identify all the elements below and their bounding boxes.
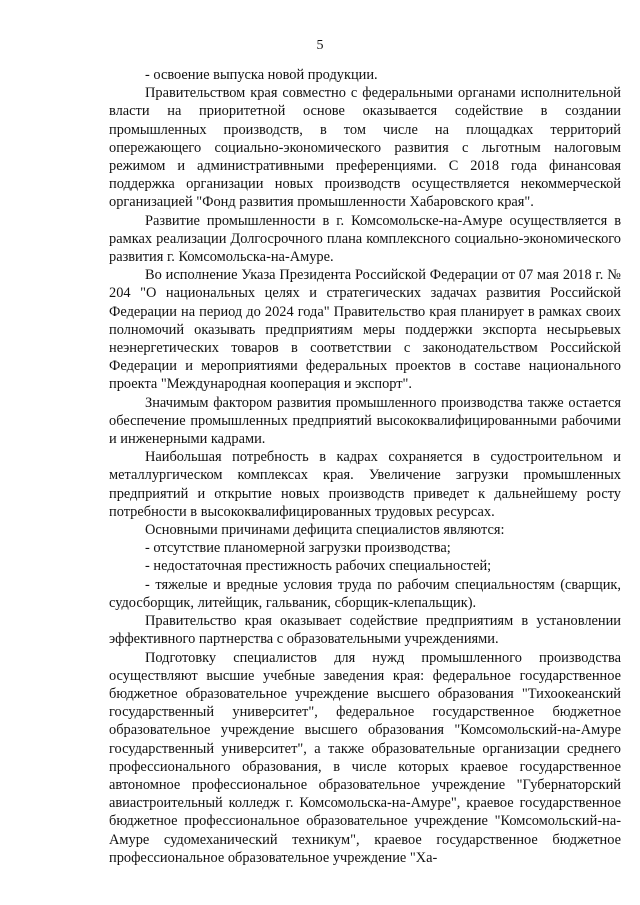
paragraph-specialist-training: Подготовку специалистов для нужд промышленного производства осуществляют высшие учебные заведения края: федеральное государственное бюджетное образовательное учреждение высшего образования "Тихоокеанский государственный университет", федеральное государственное бюджетное образовательное учреждение высшего образования "Комсомольский-на-Амуре государственный университет", а также образовательные организации среднего профессионального образования, в числе которых краевое государственное автономное профессиональное образовательное учреждение "Губернаторский авиастроительный колледж г. Комсомольска-на-Амуре", краевое государственное бюджетное профессиональное образовательное учреждение "Комсомольский-на-Амуре судомеханический техникум", краевое государственное бюджетное профессиональное образовательное учреждение "Ха- (109, 649, 621, 866)
list-item-prestige: - недостаточная престижность рабочих специальностей; (145, 558, 492, 575)
paragraph-new-products: - освоение выпуска новой продукции. (145, 67, 378, 83)
paragraph-komsomolsk-development: Развитие промышленности в г. Комсомольске-на-Амуре осуществляется в рамках реализации Долгосрочного плана комплексного социально-экономического развития г. Комсомольска-на-Амуре. (109, 212, 621, 266)
paragraph-presidential-decree: Во исполнение Указа Президента Российской Федерации от 07 мая 2018 г. № 204 "О национальных целях и стратегических задачах развития Российской Федерации на период до 2024 года" Правительство края планирует в рамках своих полномочий оказывать предприятиям меры поддержки экспорта несырьевых неэнергетических товаров в соответствии с законодательством Российской Федерации и мероприятиями федеральных проектов в составе национального проекта "Международная кооперация и экспорт". (109, 267, 621, 393)
paragraph-qualified-personnel: Значимым фактором развития промышленного производства также остается обеспечение промышленных предприятий высококвалифицированными рабочими и инженерными кадрами. (109, 394, 621, 448)
body-text (109, 66, 621, 867)
list-item-production-load: - отсутствие планомерной загрузки производства; (145, 540, 451, 557)
paragraph-shortage-reasons: Основными причинами дефицита специалистов являются: (145, 522, 505, 539)
list-item-working-conditions: - тяжелые и вредные условия труда по рабочим специальностям (сварщик, судосборщик, литейщик, гальваник, сборщик-клепальщик). (109, 576, 621, 611)
page-number: 5 (316, 38, 324, 53)
paragraph-government-support: Правительством края совместно с федеральными органами исполнительной власти на приоритетной основе оказывается содействие в создании промышленных производств, в том числе на площадках территорий опережающего социально-экономического развития с льготным налоговым режимом и административными преференциями. С 2018 года финансовая поддержка организации новых производств осуществляется некоммерческой организацией "Фонд развития промышленности Хабаровского края". (109, 85, 621, 211)
paragraph-education-partnership: Правительство края оказывает содействие предприятиям в установлении эффективного партнерства с образовательными учреждениями. (109, 613, 621, 648)
paragraph-personnel-demand: Наибольшая потребность в кадрах сохраняется в судостроительном и металлургическом комплексах края. Увеличение загрузки промышленных предприятий и открытие новых производств приведет к дальнейшему росту потребности в высококвалифицированных трудовых ресурсах. (109, 449, 621, 520)
